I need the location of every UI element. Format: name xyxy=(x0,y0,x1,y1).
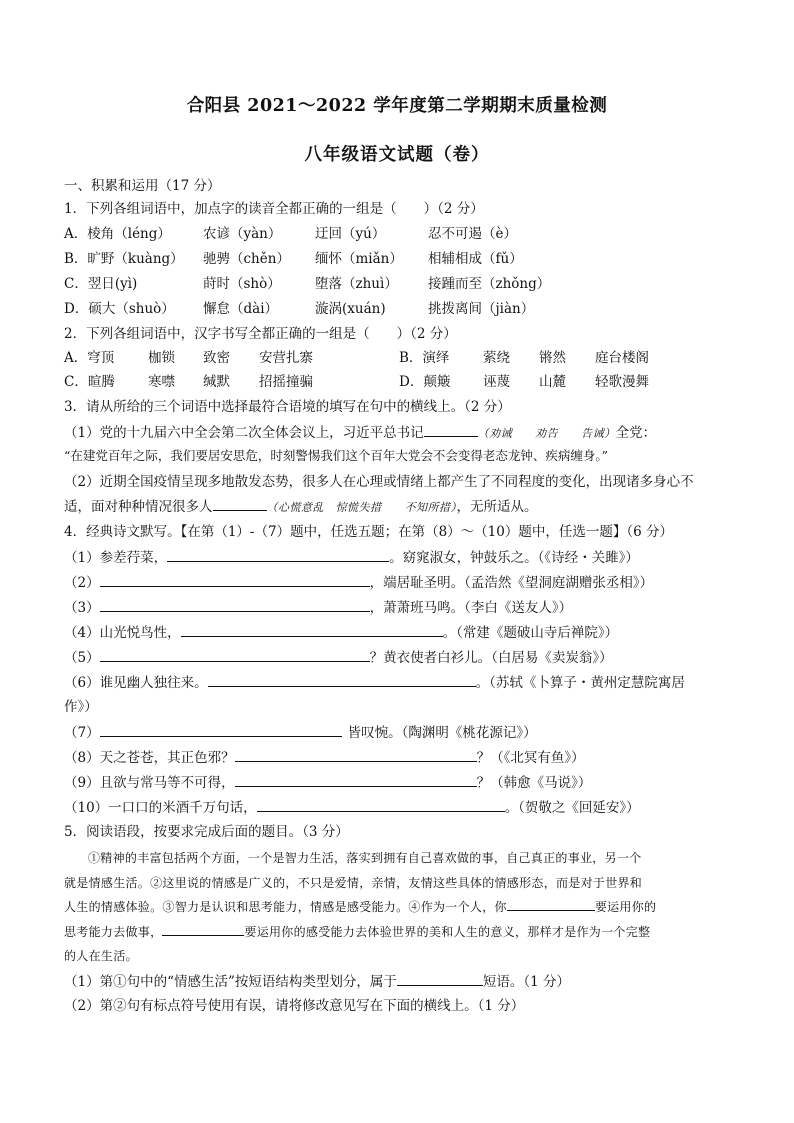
q5-sub1-tail: 短语。（1 分） xyxy=(482,974,571,990)
q4-blank-6[interactable] xyxy=(208,673,476,687)
q3-s2-text: 适，面对种种情况很多人 xyxy=(64,499,213,515)
exam-subtitle: 八年级语文试题（卷） xyxy=(304,145,490,165)
q5-sub-2: （2）第②句有标点符号使用有误，请将修改意见写在下面的横线上。（1 分） xyxy=(64,998,525,1014)
q3-answer-blank-2[interactable] xyxy=(213,497,267,511)
q4-l5-prompt: （5） xyxy=(64,650,100,666)
q4-blank-3[interactable] xyxy=(100,598,370,612)
passage-text: 要运用你的 xyxy=(594,900,657,914)
q4-l7-prompt: （7） xyxy=(64,725,100,741)
q1-a-item: 忍不可遏（è） xyxy=(428,226,517,242)
q3-sentence-1 xyxy=(64,423,656,443)
q2-a-item: 枷锁 xyxy=(148,350,175,366)
q2-c-item: 缄默 xyxy=(203,374,230,390)
q1-b-item: 驰骋（chěn） xyxy=(203,251,290,267)
q1-d-item: 漩涡(xuán) xyxy=(315,301,386,317)
q4-line-6 xyxy=(64,673,685,692)
q4-blank-8[interactable] xyxy=(235,748,477,762)
q4-blank-9[interactable] xyxy=(235,773,477,787)
q2-d-item: D．颠簸 xyxy=(399,374,451,390)
q4-blank-10[interactable] xyxy=(257,798,505,812)
q4-l6-source: 。（苏轼《卜算子・黄州定慧院寓居 xyxy=(475,675,685,691)
q4-l2-source: ，端居耻圣明。（孟浩然《望洞庭湖赠张丞相》） xyxy=(369,575,654,591)
q2-d-item: 山麓 xyxy=(539,374,566,390)
q4-l8-prompt: （8）天之苍苍，其正色邪？ xyxy=(64,750,235,766)
q4-line-7 xyxy=(64,723,537,742)
q2-a-item: 安营扎寨 xyxy=(259,350,313,366)
q1-b-item: 相辅相成（fǔ） xyxy=(428,251,523,267)
q4-blank-5[interactable] xyxy=(100,648,370,662)
q3-s1-text: （1）党的十九届六中全会第二次全体会议上，习近平总书记 xyxy=(64,425,424,441)
q4-l10-prompt: （10）一口口的米酒千万句话， xyxy=(64,800,257,816)
passage-text: 要运用你的感受能力去体验世界的美和人生的意义，那样才是作为一个完整 xyxy=(244,924,651,939)
q1-d-item: 懈怠（dài） xyxy=(203,301,279,317)
q4-l1-prompt: （1）参差荇菜， xyxy=(64,550,168,566)
q3-answer-blank-1[interactable] xyxy=(424,423,478,437)
passage-line xyxy=(64,895,729,920)
q1-d-item: 挑拨离间（jiàn） xyxy=(428,301,535,317)
q1-b-item: 缅怀（miǎn） xyxy=(315,251,403,267)
passage-blank-2[interactable] xyxy=(162,922,244,936)
q2-d-item: 诬蔑 xyxy=(483,374,510,390)
q3-sentence-2: （2）近期全国疫情呈现多地散发态势，很多人在心理或情绪上都产生了不同程度的变化，出现诸多身心不 xyxy=(64,474,694,490)
q4-line-5 xyxy=(64,648,613,667)
q4-l9-source: ？（韩愈《马说》） xyxy=(476,775,592,791)
q4-line-4 xyxy=(64,623,618,642)
q4-stem: 4．经典诗文默写。【在第（1）-（7）题中，任选五题；在第（8）～（10）题中，任选一题】（6 分） xyxy=(64,524,673,540)
q4-line-6-cont: 作》） xyxy=(64,699,98,715)
passage-blank-1[interactable] xyxy=(507,897,595,911)
q4-l2-prompt: （2） xyxy=(64,575,100,591)
q2-c-item: C．暄腾 xyxy=(64,374,115,390)
q1-b-item: B．旷野（kuàng） xyxy=(64,251,184,267)
q2-a-item: A．穹顶 xyxy=(64,350,115,366)
q4-l7-source: 皆叹惋。（陶渊明《桃花源记》） xyxy=(347,725,537,741)
passage-text: 思考能力去做事， xyxy=(64,924,163,939)
q4-blank-1[interactable] xyxy=(167,548,389,562)
q4-line-8 xyxy=(64,748,585,767)
q4-l10-source: 。（贺敬之《回延安》） xyxy=(504,800,640,816)
passage-line xyxy=(64,920,729,945)
q2-b-item: 萦绕 xyxy=(483,350,510,366)
q1-stem: 1．下列各组词语中，加点字的读音全都正确的一组是（ ）（2 分） xyxy=(64,201,484,217)
q4-l3-source: ，萧萧班马鸣。（李白《送友人》） xyxy=(369,600,573,616)
exam-title: 合阳县 2021～2022 学年度第二学期期末质量检测 xyxy=(186,96,608,116)
q2-c-item: 招摇撞骗 xyxy=(259,374,313,390)
q4-line-9 xyxy=(64,773,591,792)
q4-line-3 xyxy=(64,598,572,617)
q1-c-item: 堕落（zhuì） xyxy=(315,276,398,292)
q5-sub1-blank[interactable] xyxy=(397,972,483,986)
q1-a-item: 农谚（yàn） xyxy=(203,226,282,242)
passage-line: ①精神的丰富包括两个方面，一个是智力生活，落实到拥有自己喜欢做的事，自己真正的事业，另一个 xyxy=(88,851,642,865)
q2-c-item: 寒噤 xyxy=(148,374,175,390)
q4-l8-source: ？（《北冥有鱼》） xyxy=(476,750,585,766)
q5-sub1-text: （1）第①句中的“情感生活”按短语结构类型划分，属于 xyxy=(64,974,397,990)
q4-l4-prompt: （4）山光悦鸟性， xyxy=(64,625,181,641)
q3-sentence-2-cont xyxy=(64,497,538,517)
q5-stem: 5．阅读语段，按要求完成后面的题目。（3 分） xyxy=(64,824,349,840)
section-heading: 一、积累和运用（17 分） xyxy=(64,178,221,194)
q4-l5-source: ？黄衣使者白衫儿。（白居易《卖炭翁》） xyxy=(369,650,613,666)
q1-d-item: D．硕大（shuò） xyxy=(64,301,175,317)
q2-b-item: B．演绎 xyxy=(399,350,450,366)
q4-blank-2[interactable] xyxy=(100,573,370,587)
q1-a-item: 迂回（yú） xyxy=(315,226,386,242)
q2-stem: 2．下列各组词语中，汉字书写全都正确的一组是（ ）（2 分） xyxy=(64,326,457,342)
passage-line: 的人在生活。 xyxy=(64,949,138,963)
q2-b-item: 锵然 xyxy=(539,350,566,366)
q4-l1-source: 。窈窕淑女，钟鼓乐之。（《诗经・关雎》） xyxy=(389,550,639,566)
q5-sub-1 xyxy=(64,972,570,991)
q5-reading-passage xyxy=(64,846,729,969)
q2-d-item: 轻歌漫舞 xyxy=(595,374,649,390)
q2-b-item: 庭台楼阁 xyxy=(595,350,649,366)
q4-l6-prompt: （6）谁见幽人独往来。 xyxy=(64,675,208,691)
q4-line-10 xyxy=(64,798,640,817)
q4-line-1 xyxy=(64,548,639,567)
q3-quote: “在建党百年之际，我们要居安思危，时刻警惕我们这个百年大党会不会变得老态龙钟、疾病缠身。” xyxy=(64,448,609,463)
q2-a-item: 致密 xyxy=(203,350,230,366)
passage-text: 人生的情感体验。③智力是认识和思考能力，情感是感受能力。④作为一个人，你 xyxy=(64,900,507,914)
passage-line: 就是情感生活。②这里说的情感是广义的，不只是爱情，亲情，友情这些具体的情感形态，而是对于世界和 xyxy=(64,875,643,890)
q3-s2-options: （心慌意乱 惊慌失措 不知所措） xyxy=(266,501,457,514)
q4-l9-prompt: （9）且欲与常马等不可得， xyxy=(64,775,235,791)
q4-blank-7[interactable] xyxy=(100,723,342,737)
q4-l3-prompt: （3） xyxy=(64,600,100,616)
q3-s1-options: （劝诫 劝告 告诫） xyxy=(477,427,616,440)
q3-stem: 3．请从所给的三个词语中选择最符合语境的填写在句中的横线上。（2 分） xyxy=(64,399,511,415)
q4-blank-4[interactable] xyxy=(181,623,443,637)
q3-s2-tail: ，无所适从。 xyxy=(456,499,538,515)
q4-l4-source: 。（常建《题破山寺后禅院》） xyxy=(442,625,619,641)
q1-c-item: 接踵而至（zhǒng） xyxy=(428,276,551,292)
q4-line-2 xyxy=(64,573,653,592)
q3-s1-tail: 全党： xyxy=(615,425,657,441)
q1-c-item: C．翌日(yì) xyxy=(64,276,138,292)
q1-a-item: A．棱角（léng） xyxy=(64,226,171,242)
q1-c-item: 莳时（shò） xyxy=(203,276,281,292)
